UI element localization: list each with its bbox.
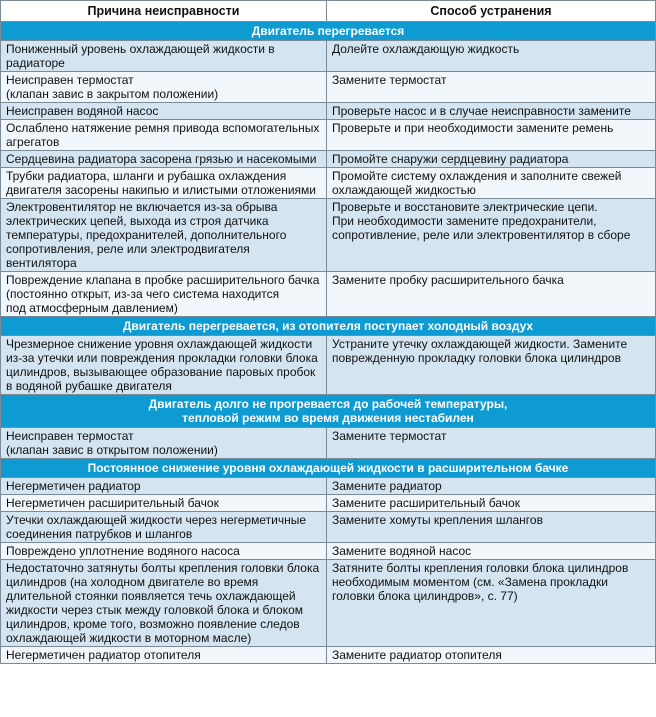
section-header-row bbox=[1, 317, 656, 336]
table-row bbox=[1, 120, 656, 151]
remedy-cell: Долейте охлаждающую жидкость bbox=[327, 41, 656, 72]
cause-cell: Повреждение клапана в пробке расширительного бачка (постоянно открыт, из-за чего система находится под атмосферным давлением) bbox=[1, 272, 327, 317]
table-row bbox=[1, 41, 656, 72]
table-row bbox=[1, 272, 656, 317]
table-row bbox=[1, 478, 656, 495]
cause-cell: Повреждено уплотнение водяного насоса bbox=[1, 543, 327, 560]
cause-cell: Пониженный уровень охлаждающей жидкости в радиаторе bbox=[1, 41, 327, 72]
section-header-row bbox=[1, 395, 656, 428]
cause-cell: Ослаблено натяжение ремня привода вспомогательных агрегатов bbox=[1, 120, 327, 151]
remedy-cell: Замените пробку расширительного бачка bbox=[327, 272, 656, 317]
section-title: Постоянное снижение уровня охлаждающей жидкости в расширительном бачке bbox=[1, 459, 656, 478]
table-row bbox=[1, 512, 656, 543]
table-row bbox=[1, 543, 656, 560]
header-remedy: Способ устранения bbox=[327, 1, 656, 22]
section-title: Двигатель долго не прогревается до рабочей температуры, тепловой режим во время движения нестабилен bbox=[1, 395, 656, 428]
cause-cell: Утечки охлаждающей жидкости через негерметичные соединения патрубков и шлангов bbox=[1, 512, 327, 543]
section-title: Двигатель перегревается bbox=[1, 22, 656, 41]
remedy-cell: Замените расширительный бачок bbox=[327, 495, 656, 512]
cause-cell: Недостаточно затянуты болты крепления головки блока цилиндров (на холодном двигателе во время длительной стоянки появляется течь охлаждающей жидкости через стык между головкой блока и блоком цилиндров, кроме того, возможно появление следов охлаждающей жидкости в моторном масле) bbox=[1, 560, 327, 647]
table-row bbox=[1, 168, 656, 199]
remedy-cell: Промойте снаружи сердцевину радиатора bbox=[327, 151, 656, 168]
cause-cell: Негерметичен радиатор отопителя bbox=[1, 647, 327, 664]
cause-cell: Неисправен термостат (клапан завис в закрытом положении) bbox=[1, 72, 327, 103]
cause-cell: Чрезмерное снижение уровня охлаждающей жидкости из-за утечки или повреждения прокладки головки блока цилиндров, вызывающее образование паровых пробок в водяной рубашке двигателя bbox=[1, 336, 327, 395]
remedy-cell: Затяните болты крепления головки блока цилиндров необходимым моментом (см. «Замена прокладки головки блока цилиндров», с. 77) bbox=[327, 560, 656, 647]
cause-cell: Негерметичен радиатор bbox=[1, 478, 327, 495]
cause-cell: Неисправен водяной насос bbox=[1, 103, 327, 120]
cause-cell: Трубки радиатора, шланги и рубашка охлаждения двигателя засорены накипью и илистыми отложениями bbox=[1, 168, 327, 199]
remedy-cell: Проверьте и восстановите электрические цепи. При необходимости замените предохранители, сопротивление, реле или электровентилятор в сборе bbox=[327, 199, 656, 272]
table-row bbox=[1, 72, 656, 103]
remedy-cell: Замените радиатор отопителя bbox=[327, 647, 656, 664]
table-row bbox=[1, 560, 656, 647]
table-body bbox=[1, 22, 656, 664]
table-row bbox=[1, 495, 656, 512]
cause-cell: Негерметичен расширительный бачок bbox=[1, 495, 327, 512]
table-row bbox=[1, 428, 656, 459]
cause-cell: Электровентилятор не включается из-за обрыва электрических цепей, выхода из строя датчика температуры, предохранителей, дополнительного сопротивления, реле или электродвигателя вентилятора bbox=[1, 199, 327, 272]
table-row bbox=[1, 103, 656, 120]
table-row bbox=[1, 336, 656, 395]
remedy-cell: Промойте систему охлаждения и заполните свежей охлаждающей жидкостью bbox=[327, 168, 656, 199]
table-header-row bbox=[1, 1, 656, 22]
remedy-cell: Замените хомуты крепления шлангов bbox=[327, 512, 656, 543]
table-row bbox=[1, 647, 656, 664]
remedy-cell: Проверьте насос и в случае неисправности замените bbox=[327, 103, 656, 120]
remedy-cell: Проверьте и при необходимости замените ремень bbox=[327, 120, 656, 151]
remedy-cell: Замените термостат bbox=[327, 428, 656, 459]
remedy-cell: Замените термостат bbox=[327, 72, 656, 103]
remedy-cell: Замените радиатор bbox=[327, 478, 656, 495]
section-header-row bbox=[1, 459, 656, 478]
cause-cell: Сердцевина радиатора засорена грязью и насекомыми bbox=[1, 151, 327, 168]
cause-cell: Неисправен термостат (клапан завис в открытом положении) bbox=[1, 428, 327, 459]
remedy-cell: Устраните утечку охлаждающей жидкости. Замените поврежденную прокладку головки блока цилиндров bbox=[327, 336, 656, 395]
section-title: Двигатель перегревается, из отопителя поступает холодный воздух bbox=[1, 317, 656, 336]
table-row bbox=[1, 199, 656, 272]
remedy-cell: Замените водяной насос bbox=[327, 543, 656, 560]
header-cause: Причина неисправности bbox=[1, 1, 327, 22]
section-header-row bbox=[1, 22, 656, 41]
table-row bbox=[1, 151, 656, 168]
